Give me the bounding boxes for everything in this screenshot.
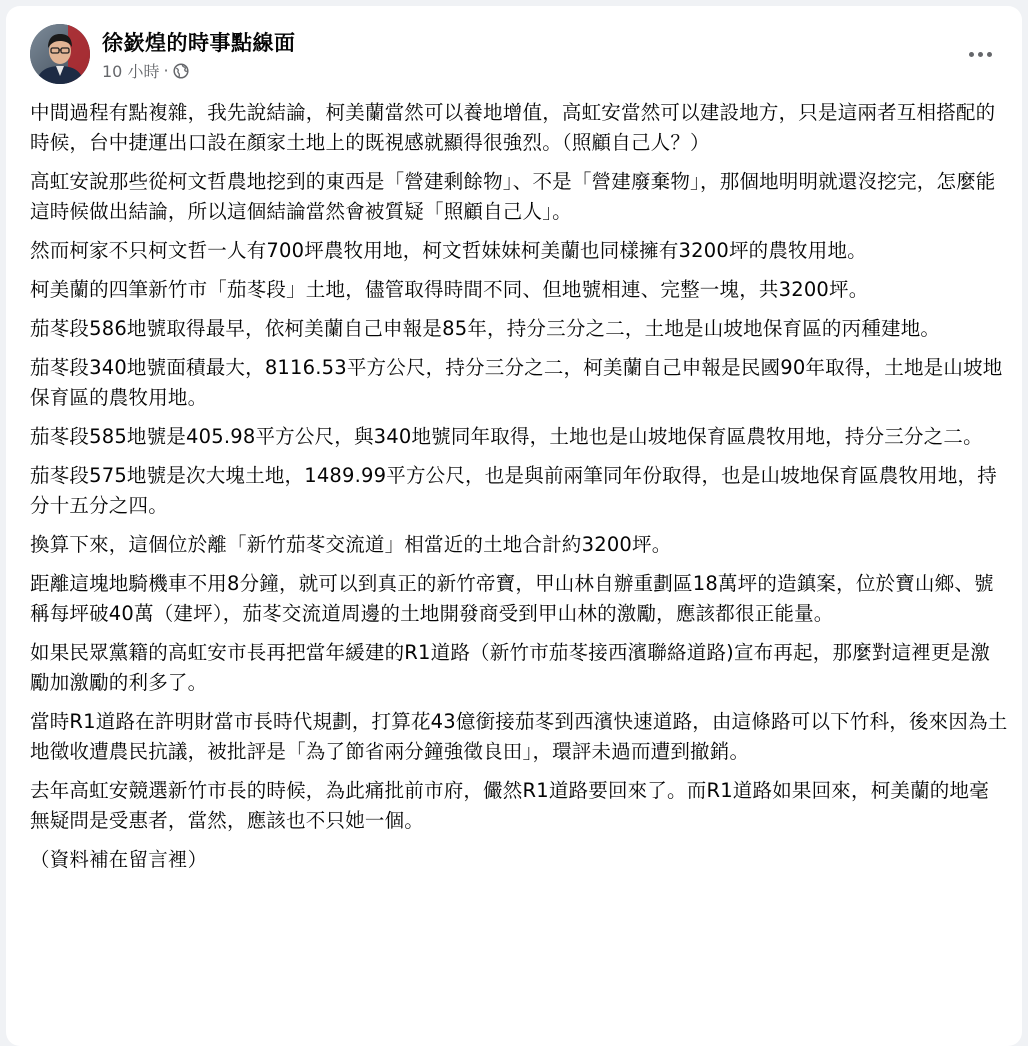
post-paragraph: 高虹安說那些從柯文哲農地挖到的東西是「營建剩餘物」、不是「營建廢棄物」，那個地明明就還沒挖完，怎麼能這時候做出結論，所以這個結論當然會被質疑「照顧自己人」。 [30, 170, 996, 223]
post-paragraph: 中間過程有點複雜，我先說結論，柯美蘭當然可以養地增值，高虹安當然可以建設地方，只是這兩者互相搭配的時候，台中捷運出口設在顏家土地上的既視感就顯得很強烈。（照顧自己人？） [30, 101, 996, 154]
more-options-button[interactable] [960, 34, 1000, 74]
post-paragraph: 去年高虹安競選新竹市長的時候，為此痛批前市府，儼然R1道路要回來了。而R1道路如果回來，柯美蘭的地毫無疑問是受惠者，當然，應該也不只她一個。 [30, 779, 989, 832]
post-paragraph: 當時R1道路在許明財當市長時代規劃，打算花43億銜接茄苳到西濱快速道路，由這條路可以下竹科，後來因為土地徵收遭農民抗議，被批評是「為了節省兩分鐘強徵良田」，環評未過而遭到撤銷。 [30, 710, 1008, 763]
more-options-icon [987, 52, 992, 57]
post-paragraph: （資料補在留言裡） [30, 848, 208, 871]
avatar-photo [30, 24, 90, 84]
meta-separator: · [163, 61, 169, 80]
more-options-icon [969, 52, 974, 57]
post-timestamp[interactable]: 10 小時 [102, 62, 160, 81]
post-paragraph: 距離這塊地騎機車不用8分鐘，就可以到真正的新竹帝寶，甲山林自辦重劃區18萬坪的造鎮案，位於寶山鄉、號稱每坪破40萬（建坪），茄苳交流道周邊的土地開發商受到甲山林的激勵，應該都很正能量。 [30, 572, 994, 625]
post-card [6, 6, 1022, 1046]
post-paragraph: 然而柯家不只柯文哲一人有700坪農牧用地，柯文哲妹妹柯美蘭也同樣擁有3200坪的農牧用地。 [30, 239, 867, 262]
post-paragraph: 如果民眾黨籍的高虹安市長再把當年緩建的R1道路（新竹市茄苳接西濱聯絡道路)宣布再起，那麼對這裡更是激勵加激勵的利多了。 [30, 641, 991, 694]
post-paragraph: 茄苳段340地號面積最大，8116.53平方公尺，持分三分之二，柯美蘭自己申報是民國90年取得，土地是山坡地保育區的農牧用地。 [30, 356, 1003, 409]
post-paragraph: 茄苳段586地號取得最早，依柯美蘭自己申報是85年，持分三分之二，土地是山坡地保育區的丙種建地。 [30, 317, 941, 340]
author-name[interactable]: 徐嶔煌的時事點線面 [102, 31, 296, 55]
post-paragraph: 柯美蘭的四筆新竹市「茄苳段」土地，儘管取得時間不同、但地號相連、完整一塊，共3200坪。 [30, 278, 869, 301]
post-meta [102, 59, 189, 82]
author-avatar[interactable] [30, 24, 90, 84]
post-paragraph: 茄苳段585地號是405.98平方公尺，與340地號同年取得，土地也是山坡地保育區農牧用地，持分三分之二。 [30, 425, 983, 448]
post-body [30, 98, 1008, 884]
globe-icon[interactable] [173, 63, 189, 79]
more-options-icon [978, 52, 983, 57]
post-paragraph: 換算下來，這個位於離「新竹茄苳交流道」相當近的土地合計約3200坪。 [30, 533, 672, 556]
post-header [6, 6, 1022, 96]
post-paragraph: 茄苳段575地號是次大塊土地，1489.99平方公尺，也是與前兩筆同年份取得，也是山坡地保育區農牧用地，持分十五分之四。 [30, 464, 997, 517]
